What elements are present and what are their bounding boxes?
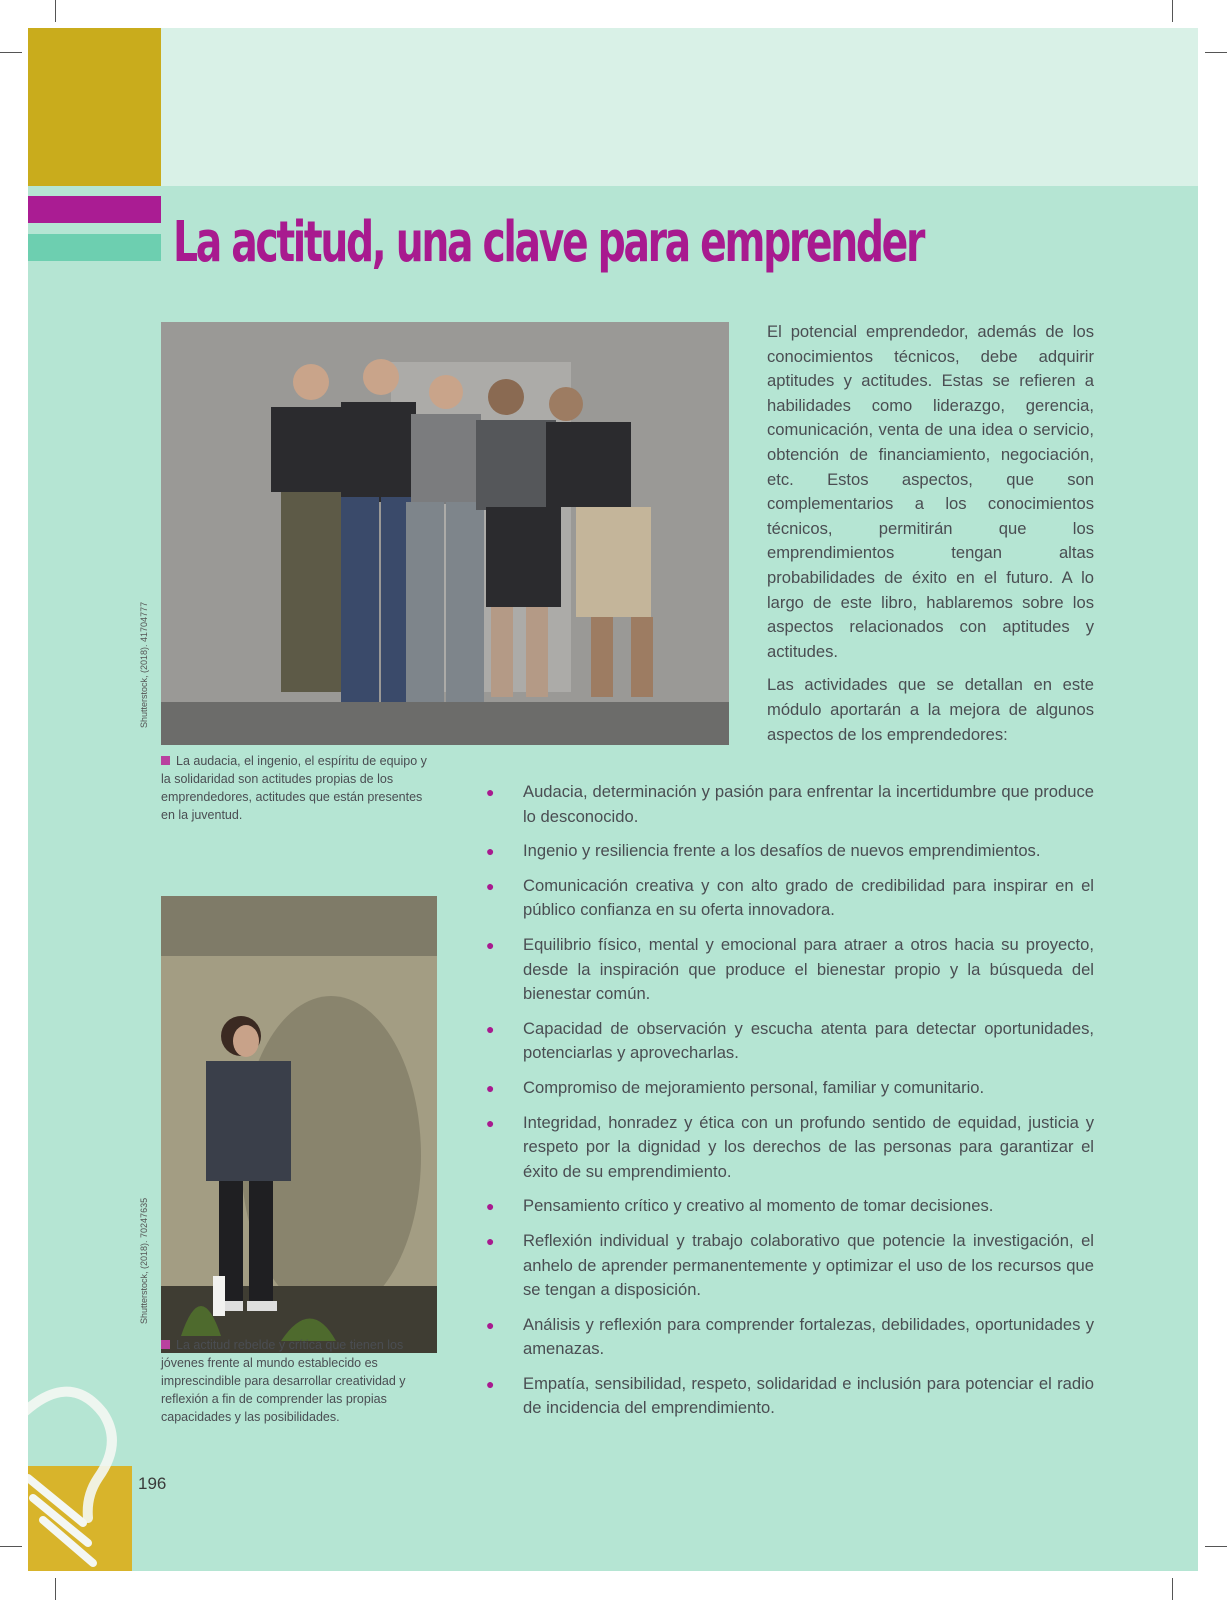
bullet-icon: ● bbox=[486, 1020, 495, 1037]
list-item: ● Comunicación creativa y con alto grado de credibilidad para inspirar en el público confianza en su oferta innovadora. bbox=[486, 875, 1094, 920]
list-item: ● Compromiso de mejoramiento personal, familiar y comunitario. bbox=[483, 1076, 1094, 1101]
bullet-icon: ● bbox=[486, 1232, 495, 1249]
group-photo-illustration bbox=[161, 322, 729, 745]
intro-paragraph: El potencial emprendedor, además de los conocimientos técnicos, debe adquirir aptitudes y actitudes. Estas se refieren a habilidades como liderazgo, gerencia, comunicación, venta de una idea o servicio, obtención de financiamiento, negociación, etc. Estos aspectos, que son complementarios a los conocimientos técnicos, permitirán que los emprendimientos tengan altas probabilidades de éxito en el futuro. A lo largo de este libro, hablaremos sobre los aspectos relacionados con aptitudes y actitudes. bbox=[767, 322, 1094, 661]
crop-mark bbox=[55, 1578, 56, 1600]
photo-credit: Shutterstock, (2018). 70247635 bbox=[139, 1197, 149, 1324]
crop-mark bbox=[1172, 0, 1173, 22]
list-item: ● Pensamiento crítico y creativo al momento de tomar decisiones. bbox=[483, 1194, 1094, 1219]
crop-mark bbox=[0, 52, 22, 53]
lightbulb-icon bbox=[28, 1358, 161, 1571]
caption-marker-icon bbox=[161, 756, 170, 765]
teal-accent-bar bbox=[28, 234, 161, 261]
page-title: La actitud, una clave para emprender bbox=[173, 210, 924, 275]
header-band bbox=[161, 28, 1198, 186]
bullet-icon: ● bbox=[486, 1198, 495, 1215]
crop-mark bbox=[1172, 1578, 1173, 1600]
bullet-icon: ● bbox=[486, 877, 495, 894]
crop-mark bbox=[1205, 1546, 1227, 1547]
intro-text bbox=[767, 320, 1094, 756]
group-photo bbox=[161, 322, 729, 745]
crop-mark bbox=[55, 0, 56, 22]
list-item: ● Ingenio y resiliencia frente a los desafíos de nuevos emprendimientos. bbox=[483, 839, 1094, 864]
crop-mark bbox=[1205, 52, 1227, 53]
photo-credit: Shutterstock, (2018). 41704777 bbox=[139, 601, 149, 728]
bullet-icon: ● bbox=[486, 784, 495, 800]
bullet-icon: ● bbox=[486, 1114, 495, 1131]
page-number: 196 bbox=[138, 1474, 167, 1493]
photo-caption: La audacia, el ingenio, el espíritu de equipo y la solidaridad son actitudes propias de los emprendedores, actitudes que están presentes en la juventud. bbox=[161, 754, 427, 822]
attitudes-list bbox=[483, 780, 1094, 1431]
list-item: ● Integridad, honradez y ética con un profundo sentido de equidad, justicia y respeto por la dignidad y los derechos de las personas para garantizar el éxito de su emprendimiento. bbox=[486, 1112, 1094, 1181]
list-item: ● Empatía, sensibilidad, respeto, solidaridad e inclusión para potenciar el radio de incidencia del emprendimiento. bbox=[486, 1373, 1094, 1418]
magenta-accent-bar bbox=[28, 196, 161, 223]
list-item: ● Equilibrio físico, mental y emocional para atraer a otros hacia su proyecto, desde la inspiración que produce el bienestar propio y la búsqueda del bienestar común. bbox=[486, 934, 1094, 1004]
list-item: ● Reflexión individual y trabajo colaborativo que potencie la investigación, el anhelo de aprender permanentemente y optimizar el uso de los recursos que se tengan a disposición. bbox=[486, 1230, 1094, 1300]
intro-paragraph: Las actividades que se detallan en este módulo aportarán a la mejora de algunos aspectos de los emprendedores: bbox=[767, 675, 1094, 744]
girl-against-wall-photo bbox=[161, 896, 437, 1353]
list-item: ● Capacidad de observación y escucha atenta para detectar oportunidades, potenciarlas y aprovecharlas. bbox=[486, 1018, 1094, 1063]
page bbox=[28, 28, 1198, 1571]
list-item: ● Análisis y reflexión para comprender fortalezas, debilidades, oportunidades y amenazas. bbox=[486, 1314, 1094, 1359]
bullet-icon: ● bbox=[486, 1079, 495, 1096]
girl-photo-illustration bbox=[161, 896, 437, 1353]
crop-mark bbox=[0, 1546, 22, 1547]
caption-marker-icon bbox=[161, 1340, 170, 1349]
bullet-icon: ● bbox=[486, 843, 495, 860]
photo-caption: La actitud rebelde y crítica que tienen los jóvenes frente al mundo establecido es imprescindible para desarrollar creatividad y reflexión a fin de comprender las propias capacidades y las posibilidades. bbox=[161, 1338, 406, 1424]
bullet-icon: ● bbox=[486, 1375, 495, 1392]
bullet-icon: ● bbox=[486, 936, 495, 953]
gold-accent-block bbox=[28, 28, 161, 186]
list-item: ● Audacia, determinación y pasión para enfrentar la incertidumbre que produce lo desconocido. bbox=[486, 782, 1094, 826]
bullet-icon: ● bbox=[486, 1316, 495, 1333]
